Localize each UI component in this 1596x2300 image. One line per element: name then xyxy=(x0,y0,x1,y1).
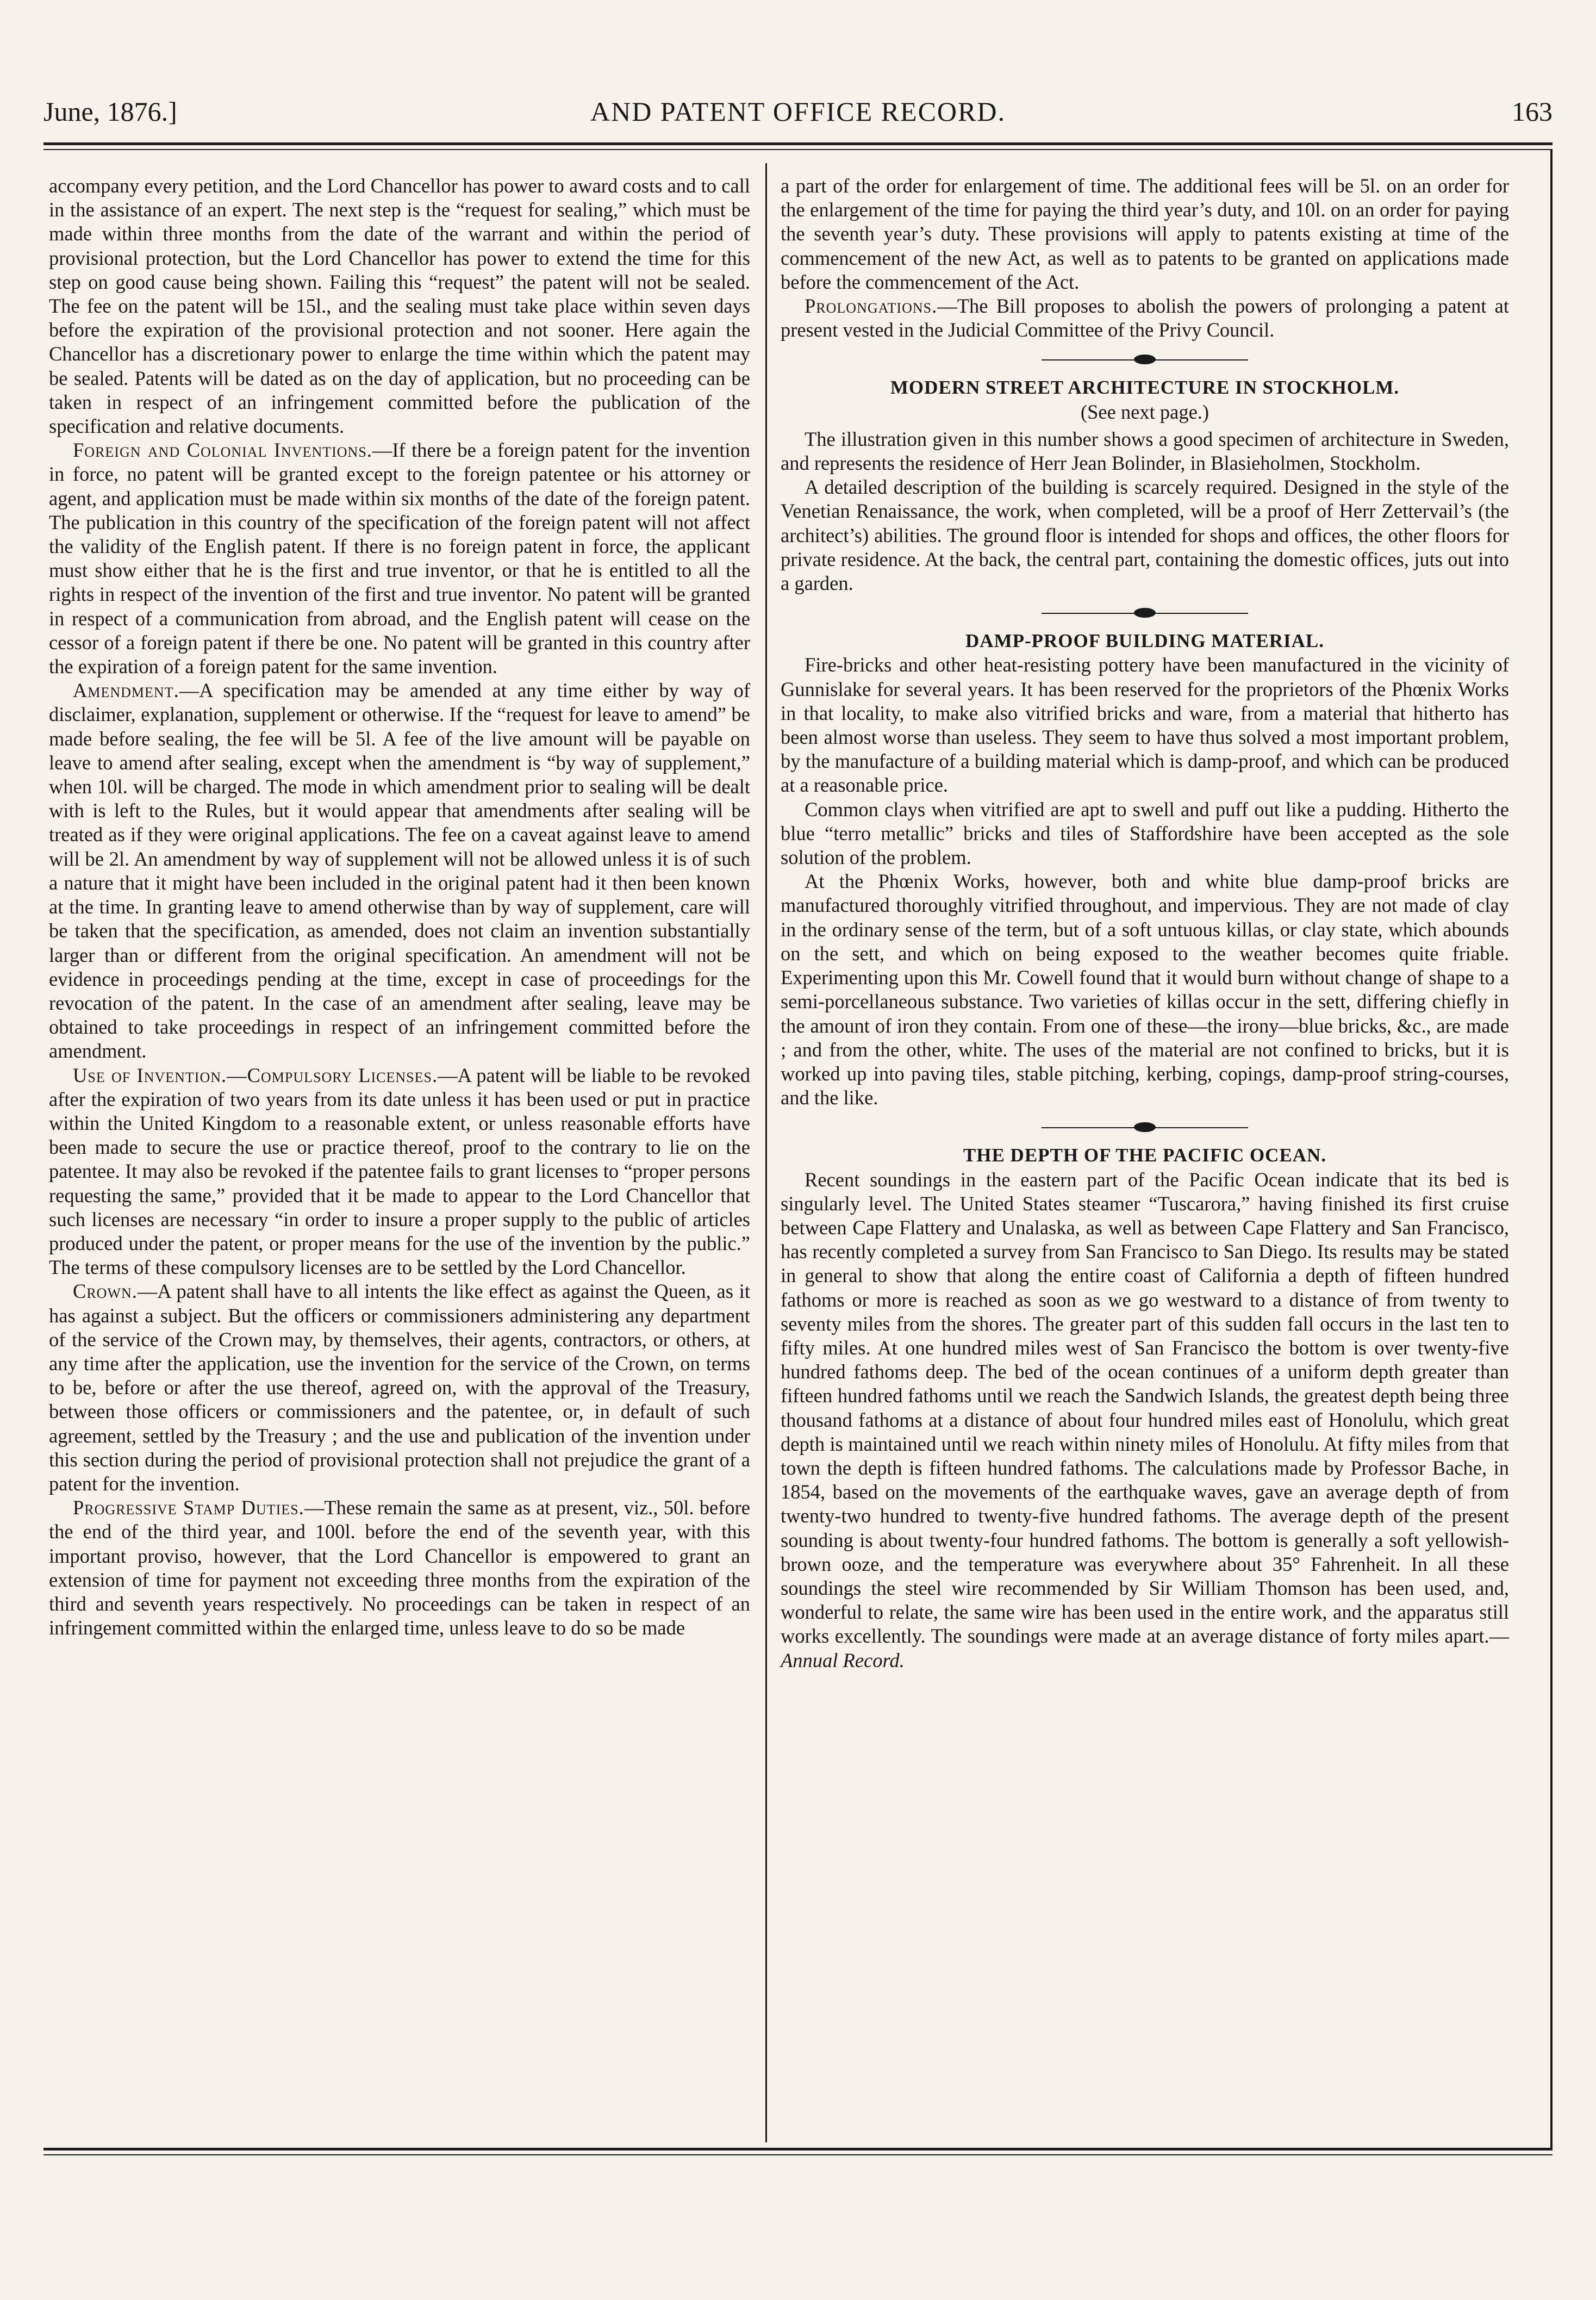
top-rule-thin xyxy=(43,149,1553,150)
bottom-rule-thick xyxy=(43,2148,1553,2150)
section-title: Foreign and Colonial Inventions. xyxy=(73,439,372,462)
issue-date: June, 1876.] xyxy=(43,96,177,127)
article-heading-stockholm: MODERN STREET ARCHITECTURE IN STOCKHOLM. xyxy=(890,377,1400,399)
section-title: Amendment. xyxy=(73,679,179,702)
article-heading-pacific: THE DEPTH OF THE PACIFIC OCEAN. xyxy=(963,1145,1327,1166)
section-separator xyxy=(781,351,1509,369)
section-title: Progressive Stamp Duties. xyxy=(73,1496,304,1519)
section-separator xyxy=(781,1118,1509,1137)
section-text: —A patent will be liable to be revoked after the expiration of two years from its date unless it has been used or put in practice within the United Kingdom to a reasonable extent, or unless reasonable efforts have been made to secure the use or practice thereof, proof to the contrary to lie on the patentee. It may also be revoked if the patentee fails to grant licenses to “proper persons requesting the same,” provided that it be made to appear to the Lord Chancellor that such licenses are necessary “in order to insure a proper supply to the public of articles produced under the patent, or proper means for the use of the invention by the public.” The terms of these compulsory licenses are to be settled by the Lord Chancellor. xyxy=(49,1064,750,1279)
article-paragraph-prolongations xyxy=(781,294,1509,342)
article-paragraph-use xyxy=(49,1064,750,1280)
article-paragraph: Common clays when vitrified are apt to swell and puff out like a pudding. Hitherto the blue “terro metallic” bricks and tiles of Staffordshire have been accepted as the sole solution of the problem. xyxy=(781,798,1509,869)
article-text: Recent soundings in the eastern part of the Pacific Ocean indicate that its bed is singularly level. The United States steamer “Tuscarora,” having finished its first cruise between Cape Flattery and Unalaska, as well as between Cape Flattery and San Francisco, has recently completed a survey from San Francisco to San Diego. Its results may be stated in general to show that along the entire coast of California a depth of fifteen hundred fathoms or more is reached as soon as we go westward to a distance of from twenty to seventy miles from the shores. The greater part of this sudden fall occurs in the last ten to fifty miles. At one hundred miles west of San Francisco the bottom is over twenty-five hundred fathoms deep. The bed of the ocean continues of a uniform depth greater than fifteen hundred fathoms until we reach the Sandwich Islands, the greatest depth being three thousand fathoms at a distance of about four hundred miles east of Honolulu, which great depth is maintained until we reach within ninety miles of Honolulu. At fifty miles from that town the depth is fifteen hundred fathoms. The calculations made by Professor Bache, in 1854, based on the movements of the earthquake waves, gave an average depth of from twenty-two hundred to twenty-five hundred fathoms. The average depth of the present sounding is about twenty-four hundred fathoms. The bottom is generally a soft yellowish-brown ooze, and the temperature was everywhere about 35° Fahrenheit. In all these soundings the steel wire recommended by Sir William Thomson has been used, and, wonderful to relate, the same wire has been used in the entire work, and the apparatus still works excellently. The soundings were made at an average distance of forty miles apart.— xyxy=(781,1168,1509,1648)
article-paragraph: The illustration given in this number shows a good specimen of architecture in Sweden, and represents the residence of Herr Jean Bolinder, in Blasieholmen, Stockholm. xyxy=(781,427,1509,475)
running-head xyxy=(43,92,1553,130)
right-column xyxy=(781,174,1509,1673)
article-paragraph: At the Phœnix Works, however, both and white blue damp-proof bricks are manufactured thoroughly vitrified throughout, and impervious. They are not made of clay in the ordinary sense of the term, but of a soft untuous killas, or clay state, which abounds on the sett, and which on being exposed to the weather becomes quite friable. Experimenting upon this Mr. Cowell found that it would burn without change of shape to a semi-porcellaneous substance. Two varieties of killas occur in the sett, differing chiefly in the amount of iron they contain. From one of these—the irony—blue bricks, &c., are made ; and from the other, white. The uses of the material are not confined to bricks, but it is worked up into paving tiles, stable pitching, kerbing, copings, damp-proof string-courses, and the like. xyxy=(781,870,1509,1109)
section-title: Use of Invention.—Compulsory Licenses. xyxy=(73,1064,438,1086)
article-paragraph-pacific xyxy=(781,1168,1509,1673)
article-paragraph-crown xyxy=(49,1279,750,1496)
section-text: —A patent shall have to all intents the like effect as against the Queen, as it has against a subject. But the officers or commissioners administering any department of the service of the Crown may, by themselves, their agents, contractors, or others, at any time after the application, use the invention for the service of the Crown, on terms to be, before or after the use thereof, agreed on, with the approval of the Treasury, between those officers or commissioners and the patentee, or, in default of such agreement, settled by the Treasury ; and the use and publication of the invention under this section during the period of provisional protection shall not prejudice the grant of a patent for the invention. xyxy=(49,1280,750,1495)
left-column xyxy=(49,174,750,1640)
top-rule-thick xyxy=(43,142,1553,145)
article-paragraph: A detailed description of the building is scarcely required. Designed in the style of the Venetian Renaissance, the work, when completed, will be a proof of Herr Zettervail’s (the architect’s) abilities. The ground floor is intended for shops and offices, the other floors for private residence. At the back, the central part, containing the domestic offices, juts out into a garden. xyxy=(781,476,1509,595)
article-paragraph: accompany every petition, and the Lord Chancellor has power to award costs and to call in the assistance of an expert. The next step is the “request for sealing,” which must be made within three months from the date of the warrant and within the period of provisional protection, but the Lord Chancellor has power to extend the time for this step on good cause being shown. Failing this “request” the patent will not be sealed. The fee on the patent will be 15l., and the sealing must take place within seven days before the expiration of the provisional protection and not sooner. Here again the Chancellor has a discretionary power to enlarge the time within which the patent may be sealed. Patents will be dated as on the day of application, but no proceeding can be taken in respect of an infringement committed before the publication of the specification and relative documents. xyxy=(49,175,750,438)
article-subheading: (See next page.) xyxy=(1080,400,1210,423)
section-text: —The Bill proposes to abolish the powers of prolonging a patent at present vested in the Judicial Committee of the Privy Council. xyxy=(781,295,1509,341)
column-divider xyxy=(765,163,767,2142)
section-text: —If there be a foreign patent for the invention in force, no patent will be granted except to the foreign patentee or his attorney or agent, and application must be made within six months of the date of the foreign patent. The publication in this country of the specification of the foreign patent will not affect the validity of the English patent. If there is no foreign patent in force, the applicant must show either that he is the first and true inventor, or that he is entitled to all the rights in respect of the invention of the first and true inventor. No patent will be granted in respect of a communication from abroad, and the English patent will cease on the cessor of a foreign patent if there be one. No patent will be granted in this country after the expiration of a foreign patent for the same invention. xyxy=(49,439,750,678)
section-title: Prolongations. xyxy=(805,295,938,318)
article-paragraph: a part of the order for enlargement of time. The additional fees will be 5l. on an order for the enlargement of the time for paying the third year’s duty, and 10l. on an order for paying the seventh year’s duty. These provisions will apply to patents existing at time of the commencement of the new Act, as well as to patents to be granted on applications made before the commencement of the Act. xyxy=(781,175,1509,293)
section-text: —These remain the same as at present, viz., 50l. before the end of the third year, and 100l. before the end of the seventh year, with this important proviso, however, that the Lord Chancellor is empowered to grant an extension of time for payment not exceeding three months from the expiration of the third and seventh years respectively. No proceedings can be taken in respect of an infringement committed within the enlarged time, unless leave to do so be made xyxy=(49,1496,750,1639)
section-title: Crown. xyxy=(73,1280,138,1303)
article-paragraph-stamp xyxy=(49,1496,750,1640)
publication-title: AND PATENT OFFICE RECORD. xyxy=(590,96,1006,127)
article-paragraph: Fire-bricks and other heat-resisting pottery have been manufactured in the vicinity of Gunnislake for several years. It has been reserved for the proprietors of the Phœnix Works in that locality, to make also vitrified bricks and ware, from a material that hitherto has been almost worse than useless. They seem to have thus solved a most important problem, by the manufacture of a building material which is damp-proof, and which can be produced at a reasonable price. xyxy=(781,654,1509,797)
article-paragraph-amendment xyxy=(49,679,750,1063)
bottom-rule-thin xyxy=(43,2154,1553,2155)
right-frame-rule xyxy=(1550,149,1553,2149)
page-number: 163 xyxy=(1512,96,1553,127)
section-text: —A specification may be amended at any time either by way of disclaimer, explanation, supplement or otherwise. If the “request for leave to amend” be made before sealing, the fee will be 5l. A fee of the live amount will be payable on leave to amend after sealing, except when the amendment is “by way of supplement,” when 10l. will be charged. The mode in which amendment prior to sealing will be dealt with is left to the Rules, but it would appear that amendments after sealing will be treated as if they were original applications. The fee on a caveat against leave to amend will be 2l. An amendment by way of supplement will not be allowed unless it is of such a nature that it might have been included in the original patent had it then been known at the time. In granting leave to amend otherwise than by way of supplement, care will be taken that the specification, as amended, does not claim an invention substantially larger than or different from the original specification. An amendment will not be evidence in proceedings pending at the time, except in case of proceedings for the revocation of the patent. In the case of an amendment after sealing, leave may be obtained to take proceedings in respect of an infringement committed before the amendment. xyxy=(49,679,750,1062)
article-paragraph-foreign xyxy=(49,438,750,679)
article-heading-damp-proof: DAMP-PROOF BUILDING MATERIAL. xyxy=(965,630,1324,652)
source-citation: Annual Record. xyxy=(781,1649,905,1671)
section-separator xyxy=(781,604,1509,623)
